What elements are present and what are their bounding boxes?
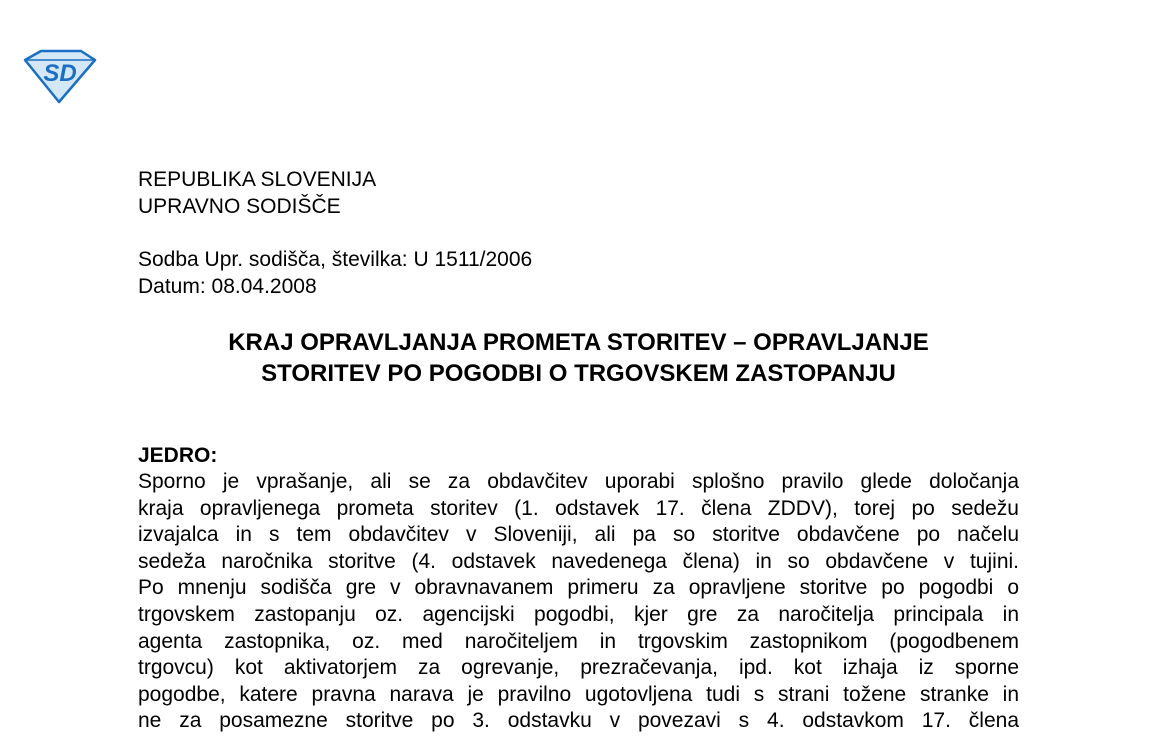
court-header bbox=[138, 166, 376, 220]
jedro-line: trgovcu) kot aktivatorjem za ogrevanje, prezračevanja, ipd. kot izhaja iz sporne bbox=[138, 656, 1019, 680]
jedro-line: Po mnenju sodišča gre v obravnavanem primeru za opravljene storitve po pogodbi o bbox=[138, 576, 1019, 600]
case-number: Sodba Upr. sodišča, številka: U 1511/2006 bbox=[138, 248, 533, 271]
case-meta bbox=[138, 246, 532, 300]
jedro-line: pogodbe, katere pravna narava je pravilno ugotovljena tudi s strani tožene stranke in bbox=[138, 682, 1019, 706]
jedro-paragraph bbox=[138, 469, 1019, 735]
header-court: UPRAVNO SODIŠČE bbox=[138, 195, 341, 218]
jedro-line: trgovskem zastopanju oz. agencijski pogodbi, kjer gre za naročitelja principala in bbox=[138, 602, 1019, 626]
jedro-line: ne za posamezne storitve po 3. odstavku v povezavi s 4. odstavkom 17. člena bbox=[138, 709, 1019, 733]
logo-text: SD bbox=[43, 60, 77, 87]
title-line-1: KRAJ OPRAVLJANJA PROMETA STORITEV – OPRAVLJANJE bbox=[228, 329, 929, 356]
jedro-line: izvajalca in s tem obdavčitev v Sloveniji, ali pa so storitve obdavčene po načelu bbox=[138, 523, 1019, 547]
jedro-line: agenta zastopnika, oz. med naročiteljem in trgovskim zastopnikom (pogodbenem bbox=[138, 629, 1019, 653]
case-date: Datum: 08.04.2008 bbox=[138, 275, 317, 298]
jedro-line: Sporno je vprašanje, ali se za obdavčitev uporabi splošno pravilo glede določanja bbox=[138, 470, 1019, 493]
header-country: REPUBLIKA SLOVENIJA bbox=[138, 168, 377, 191]
jedro-heading: JEDRO: bbox=[138, 444, 218, 467]
sd-logo-icon bbox=[21, 48, 97, 104]
document-title bbox=[138, 327, 1019, 389]
jedro-line: kraja opravljenega prometa storitev (1. odstavek 17. člena ZDDV), torej po sedežu bbox=[138, 496, 1019, 520]
title-line-2: STORITEV PO POGODBI O TRGOVSKEM ZASTOPANJU bbox=[261, 360, 896, 387]
jedro-line: sedeža naročnika storitve (4. odstavek navedenega člena) in so obdavčene v tujini. bbox=[138, 549, 1019, 573]
